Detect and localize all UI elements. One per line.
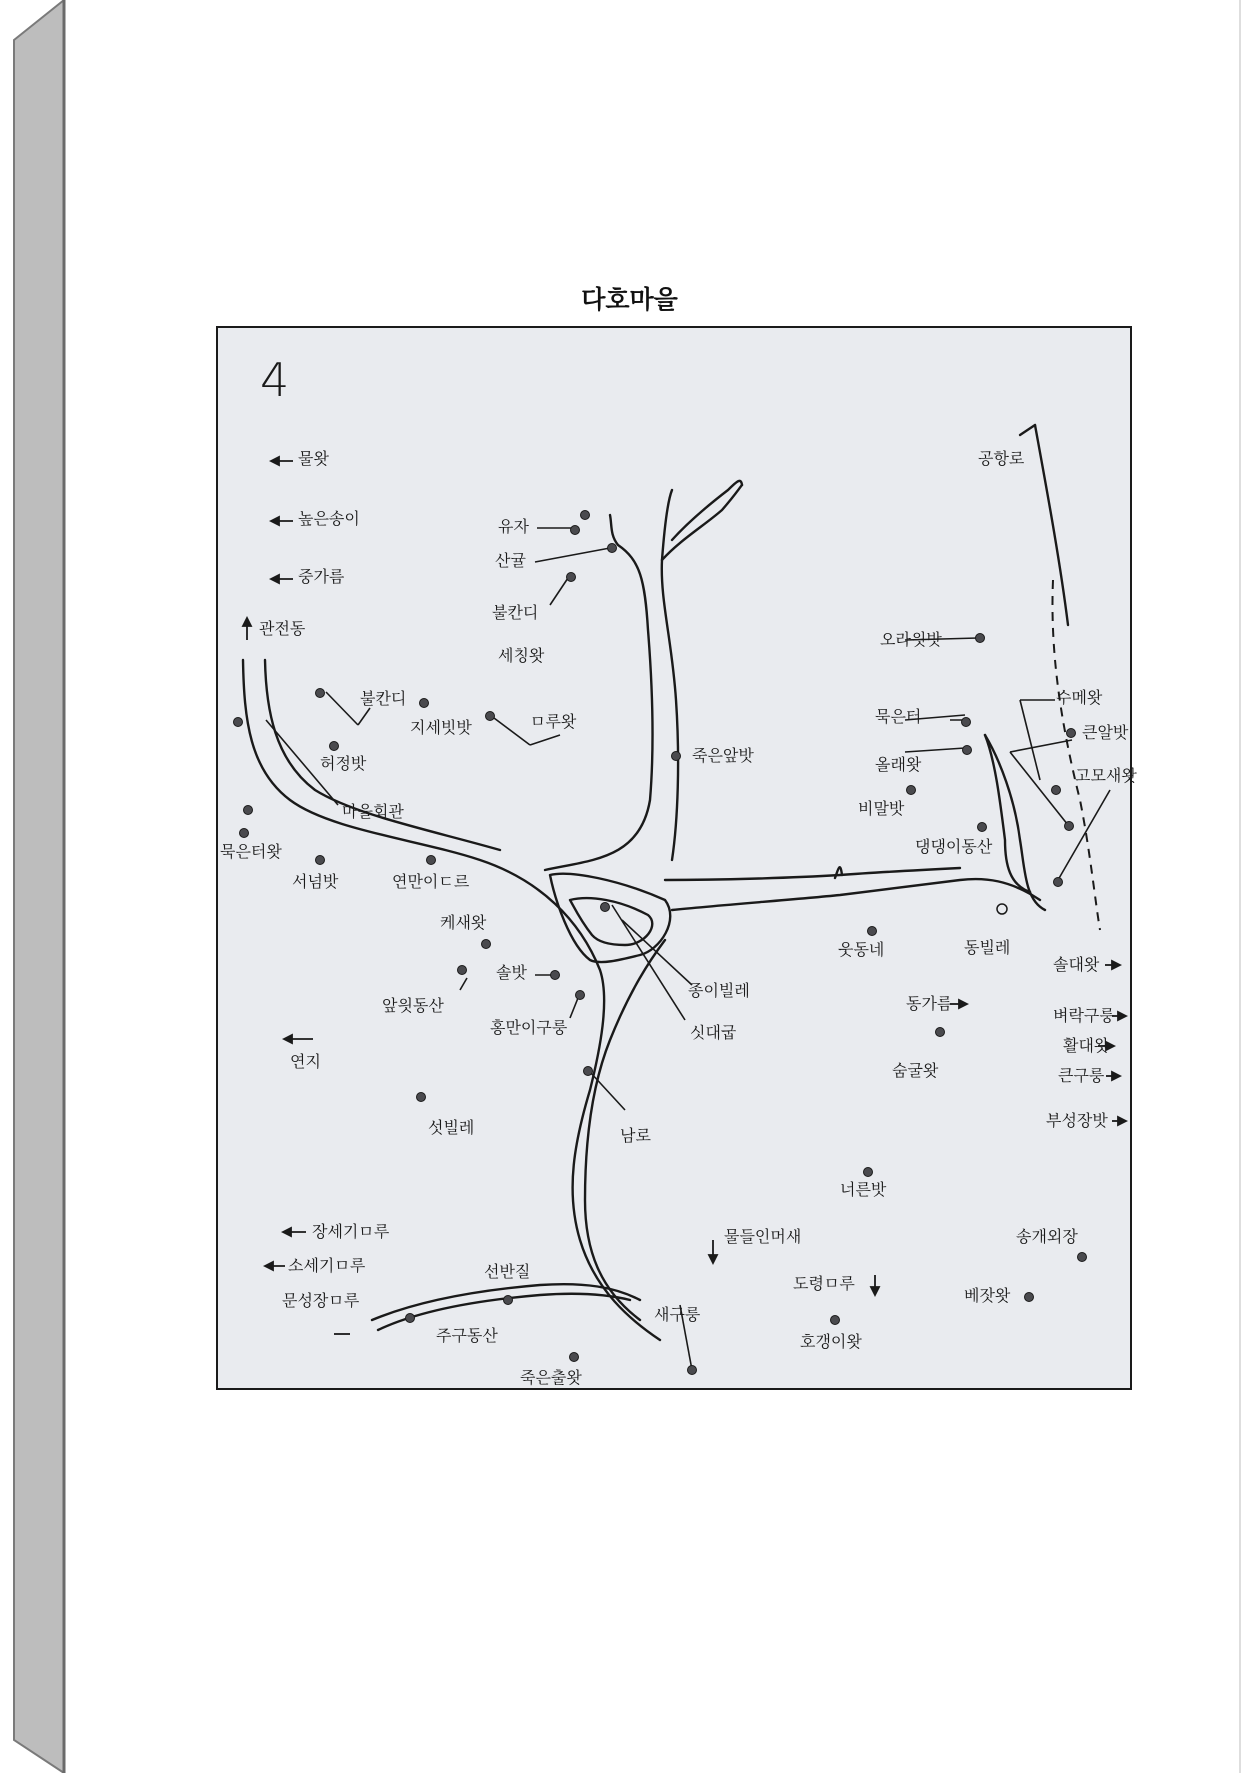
marker (570, 1353, 579, 1362)
label-buldandi-mid: 불칸디 (492, 603, 539, 622)
label-kesaewat: 케새왓 (440, 913, 487, 932)
label-nopeunsongi: 높은송이 (298, 509, 360, 528)
marker (962, 718, 971, 727)
label-sumgulwat: 숨굴왓 (892, 1061, 939, 1080)
marker (420, 699, 429, 708)
label-mugeunteowat: 묵은터왓 (220, 842, 282, 861)
marker (427, 856, 436, 865)
label-jugudongsan: 주구동산 (436, 1326, 498, 1345)
marker (1078, 1253, 1087, 1262)
label-muljwat: 물왓 (298, 449, 329, 468)
label-junggareum: 중가름 (298, 567, 345, 586)
label-gwanjeondong: 관전동 (259, 619, 306, 638)
label-yuja: 유자 (498, 517, 529, 536)
label-gomosaewat: 고모새왓 (1075, 766, 1137, 785)
label-jongibillae: 종이빌레 (688, 981, 750, 1000)
label-neoreunbat: 너른밧 (840, 1180, 887, 1199)
marker (864, 1168, 873, 1177)
label-seonbanjil: 선반질 (484, 1262, 531, 1281)
road-central-north (545, 515, 653, 870)
marker (316, 689, 325, 698)
label-jugeunchulwat: 죽은출왓 (520, 1368, 582, 1387)
label-namro: 남로 (620, 1126, 651, 1145)
road-west-outer (243, 660, 660, 1340)
map-number: 4 (260, 353, 290, 407)
page-title: 다호마을 (581, 285, 678, 314)
airport-road (1035, 425, 1068, 625)
label-sosaegimoru: 소세기ㅁ루 (288, 1256, 366, 1275)
marker (581, 511, 590, 520)
marker (576, 991, 585, 1000)
label-bejatwat: 베잣왓 (964, 1286, 1011, 1305)
label-mugeunteo: 묵은터 (875, 707, 922, 726)
label-munseongjangmoru: 문성장ㅁ루 (282, 1291, 360, 1310)
label-oraitbat: 오라읫밧 (880, 630, 942, 649)
label-sechingwat: 세칭왓 (498, 646, 545, 665)
label-hwaldaewat: 활대왓 (1063, 1036, 1110, 1055)
label-daengdaengidongsan: 댕댕이동산 (915, 837, 993, 856)
marker (907, 786, 916, 795)
label-hongmanigureung: 홍만이구룽 (490, 1018, 568, 1037)
label-apitdongsan: 앞읫동산 (382, 996, 444, 1015)
label-seoneombat: 서넘밧 (292, 872, 339, 891)
marker (1054, 878, 1063, 887)
label-sumewat: 수메왓 (1056, 688, 1103, 707)
marker (406, 1314, 415, 1323)
label-moruwat: ㅁ루왓 (530, 712, 577, 731)
label-sitdaegeup: 싯대굽 (690, 1023, 737, 1042)
marker (244, 806, 253, 815)
marker (482, 940, 491, 949)
marker (504, 1296, 513, 1305)
road-east (672, 879, 1040, 910)
marker (1067, 729, 1076, 738)
label-byeorakgureung: 벼락구룽 (1053, 1006, 1115, 1025)
label-sangyul: 산귤 (495, 551, 526, 570)
label-jangsaegimoru: 장세기ㅁ루 (312, 1222, 390, 1241)
marker (608, 544, 617, 553)
marker (936, 1028, 945, 1037)
marker (963, 746, 972, 755)
label-yeonmanidoreu: 연만이ㄷ르 (392, 872, 470, 891)
small-ring (997, 904, 1007, 914)
label-doryeongmoru: 도령ㅁ루 (793, 1274, 855, 1293)
label-mulddeuninmeosae: 물들인머새 (724, 1227, 802, 1246)
label-soldaewat: 솔대왓 (1053, 955, 1100, 974)
label-buseongjangbat: 부성장밧 (1046, 1111, 1108, 1130)
label-bimalbat: 비말밧 (858, 799, 905, 818)
label-ollaewat: 올래왓 (875, 755, 922, 774)
marker (240, 829, 249, 838)
label-yeonji: 연지 (290, 1052, 321, 1071)
marker (976, 634, 985, 643)
label-jisaebitbat: 지세빗밧 (410, 718, 472, 737)
label-buldandi-left: 불칸디 (360, 689, 407, 708)
marker (234, 718, 243, 727)
marker (601, 903, 610, 912)
marker (688, 1366, 697, 1375)
marker (584, 1067, 593, 1076)
marker (1065, 822, 1074, 831)
label-sogureung: 새구룽 (654, 1305, 701, 1324)
label-keunalbat: 큰알밧 (1082, 723, 1129, 742)
marker (571, 526, 580, 535)
label-seotbillae: 섯빌레 (428, 1118, 475, 1137)
label-solbat: 솔밧 (496, 963, 527, 982)
marker (551, 971, 560, 980)
label-hogaengiwat: 호갱이왓 (800, 1332, 862, 1351)
marker (831, 1316, 840, 1325)
label-dongbillae: 동빌레 (964, 938, 1011, 957)
label-maeulhoegwan: 마을회관 (342, 802, 404, 821)
marker (978, 823, 987, 832)
marker (486, 712, 495, 721)
label-keungureung: 큰구룽 (1058, 1066, 1105, 1085)
marker (868, 927, 877, 936)
label-heojeongbat: 허정밧 (320, 754, 367, 773)
label-jugeunapbat: 죽은앞밧 (692, 746, 754, 765)
label-utdongne: 웃동네 (838, 940, 885, 959)
marker (567, 573, 576, 582)
label-donggareum: 동가름 (906, 994, 953, 1013)
marker (417, 1093, 426, 1102)
marker (672, 752, 681, 761)
marker (316, 856, 325, 865)
marker (458, 966, 467, 975)
marker (1025, 1293, 1034, 1302)
label-gonghangro: 공항로 (978, 449, 1025, 468)
marker (330, 742, 339, 751)
marker (1052, 786, 1061, 795)
label-songgaeoejang: 송개외장 (1016, 1227, 1078, 1246)
